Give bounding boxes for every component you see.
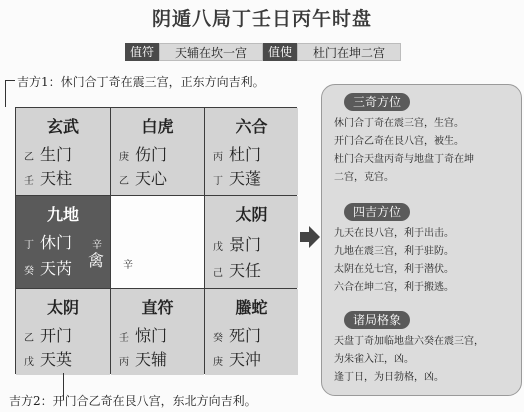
stem: 癸 xyxy=(213,333,223,344)
star: 天冲 xyxy=(229,350,262,369)
stem: 癸 xyxy=(24,266,34,277)
palace-li xyxy=(111,108,204,195)
note-top: 吉方1：休门合丁奇在震三宫，正东方向吉利。 xyxy=(17,75,265,89)
text-line: 逢丁日，为日勃格，凶。 xyxy=(334,372,444,383)
text-line: 九天在艮八宫，利于出击。 xyxy=(334,228,454,239)
stem: 壬 xyxy=(24,176,34,187)
text-line: 杜门合天盘丙奇与地盘丁奇在坤 xyxy=(334,154,474,165)
leader-top-v xyxy=(5,80,6,107)
stem: 丙 xyxy=(119,357,129,368)
star: 天任 xyxy=(229,261,262,280)
stem: 壬 xyxy=(119,333,129,344)
stem: 乙 xyxy=(119,176,129,187)
palace-god: 白虎 xyxy=(141,117,174,136)
door: 休门 xyxy=(40,233,73,252)
stem: 丙 xyxy=(213,152,223,163)
star: 天柱 xyxy=(40,169,73,188)
text-line: 太阴在兑七宫，利于潜伏。 xyxy=(334,264,454,275)
palace-god: 螣蛇 xyxy=(235,298,268,317)
zhifu-value: 天辅在坎一宫 xyxy=(159,43,263,61)
section-text-geju xyxy=(334,333,519,387)
door: 生门 xyxy=(40,145,73,164)
text-line: 为朱雀入江，凶。 xyxy=(334,354,414,365)
section-title-geju: 诸局格象 xyxy=(344,311,410,329)
palace-center xyxy=(111,196,204,288)
palace-god: 太阴 xyxy=(46,298,79,317)
stem: 戊 xyxy=(213,242,223,253)
text-line: 天盘丁奇加临地盘六癸在震三宫， xyxy=(334,336,484,347)
stem: 庚 xyxy=(119,152,129,163)
qin-star: 禽 xyxy=(87,251,104,270)
palace-kun xyxy=(205,108,298,195)
star: 天英 xyxy=(40,350,73,369)
zhifu-label: 值符 xyxy=(125,43,159,61)
palace-qian xyxy=(205,289,298,375)
arrow-right-icon xyxy=(300,226,320,248)
stem: 丁 xyxy=(213,176,223,187)
stem: 乙 xyxy=(24,152,34,163)
text-line: 六合在坤二宫，利于搬逃。 xyxy=(334,282,454,293)
palace-god: 太阴 xyxy=(235,205,268,224)
section-title-sanqi: 三奇方位 xyxy=(344,93,410,111)
analysis-panel xyxy=(321,84,522,396)
palace-zhen xyxy=(16,196,110,288)
palace-kan xyxy=(111,289,204,375)
side-stem: 辛 xyxy=(92,240,102,251)
stem: 乙 xyxy=(24,333,34,344)
door: 开门 xyxy=(40,326,73,345)
info-bar xyxy=(125,43,401,61)
zhishi-value: 杜门在坤二宫 xyxy=(297,43,401,61)
star: 天芮 xyxy=(40,259,73,278)
palace-xun xyxy=(16,108,110,195)
star: 天蓬 xyxy=(229,169,262,188)
stem: 己 xyxy=(213,268,223,279)
text-line: 开门合乙奇在艮八宫，被生。 xyxy=(334,136,464,147)
door: 惊门 xyxy=(135,326,168,345)
zhishi-label: 值使 xyxy=(263,43,297,61)
door: 死门 xyxy=(229,326,262,345)
center-stem: 辛 xyxy=(123,260,133,271)
door: 伤门 xyxy=(135,145,168,164)
section-title-siji: 四吉方位 xyxy=(344,203,410,221)
leader-top-h xyxy=(5,80,15,81)
palace-grid xyxy=(15,107,297,374)
palace-god: 六合 xyxy=(235,117,268,136)
star: 天心 xyxy=(135,169,168,188)
stem: 丁 xyxy=(24,240,34,251)
note-bottom: 吉方2：开门合乙奇在艮八宫，东北方向吉利。 xyxy=(9,394,257,408)
text-line: 九地在震三宫，利于驻防。 xyxy=(334,246,454,257)
text-line: 休门合丁奇在震三宫，生宫。 xyxy=(334,118,464,129)
stem: 戊 xyxy=(24,357,34,368)
door: 杜门 xyxy=(229,145,262,164)
stem: 庚 xyxy=(213,357,223,368)
section-text-sanqi xyxy=(334,115,519,187)
page-title: 阴遁八局丁壬日丙午时盘 xyxy=(151,8,372,30)
text-line: 二宫，克宫。 xyxy=(334,172,394,183)
palace-gen xyxy=(16,289,110,375)
section-text-siji xyxy=(334,225,519,297)
palace-god: 九地 xyxy=(46,205,79,224)
star: 天辅 xyxy=(135,350,168,369)
door: 景门 xyxy=(229,235,262,254)
palace-god: 玄武 xyxy=(46,117,79,136)
palace-dui xyxy=(205,196,298,288)
palace-god: 直符 xyxy=(141,298,174,317)
